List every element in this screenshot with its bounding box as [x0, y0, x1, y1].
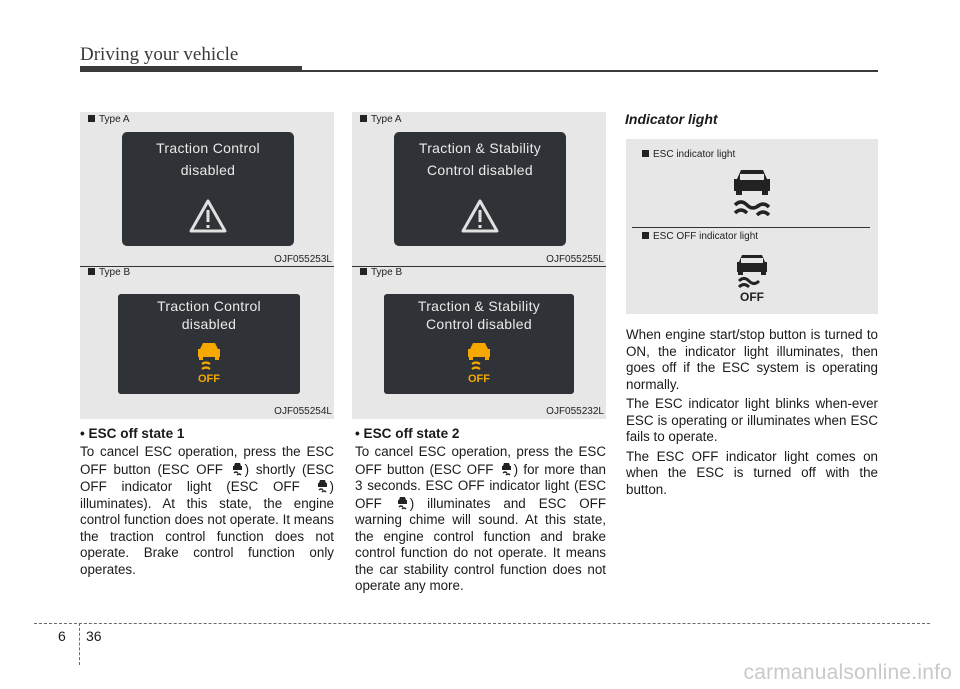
section-title-esc-off-state-1: • ESC off state 1 — [80, 426, 185, 441]
lcd-message-line1: Traction Control — [157, 298, 261, 314]
figure-code-label: OJF055254L — [274, 406, 332, 417]
indicator-paragraph-2: The ESC indicator light blinks when-ever ESC is operating or illuminates when ESC fails to operate. — [626, 396, 878, 444]
esc-off-indicator-icon — [732, 251, 772, 303]
page-number: 36 — [86, 628, 102, 644]
esc-off-small-icon — [232, 461, 243, 477]
esc-indicator-label: ESC indicator light — [642, 149, 735, 160]
svg-text:OFF: OFF — [468, 373, 490, 384]
type-b-label: Type B — [360, 267, 402, 278]
indicator-paragraph-3: The ESC OFF indicator light comes on when the ESC is turned off with the button. — [626, 448, 878, 497]
figure-code-label: OJF055255L — [546, 254, 604, 265]
lcd-message-line1: Traction & Stability — [418, 140, 542, 156]
figure-panel-traction-control — [80, 112, 334, 419]
figure-code-label: OJF055232L — [546, 406, 604, 417]
lcd-display-type-b — [118, 294, 300, 394]
figure-code-label: OJF055253L — [274, 254, 332, 265]
figure-panel-traction-stability — [352, 112, 606, 419]
type-b-label: Type B — [88, 267, 130, 278]
svg-text:OFF: OFF — [740, 290, 764, 303]
lcd-display-type-a — [394, 132, 566, 246]
lcd-message-line2: Control disabled — [426, 316, 532, 332]
section-title-esc-off-state-2: • ESC off state 2 — [355, 426, 460, 441]
header-rule-thick — [80, 66, 302, 72]
section-title-indicator-light: Indicator light — [625, 111, 718, 127]
esc-off-state-1-text: To cancel ESC operation, press the ESC OFF button (ESC OFF ) shortly (ESC OFF indicator light (ESC OFF ) illuminates). At this state, the engine control function does not operate. It means the traction control function does not operate. Brake control function only operates. — [80, 444, 334, 577]
lcd-message-line1: Traction Control — [156, 140, 260, 156]
type-a-label: Type A — [88, 114, 130, 125]
header-rule-thin — [302, 70, 878, 72]
warning-triangle-icon — [460, 198, 500, 234]
lcd-message-line2: disabled — [181, 316, 237, 332]
warning-triangle-icon — [188, 198, 228, 234]
esc-off-small-icon — [501, 461, 512, 477]
esc-off-icon — [194, 340, 224, 384]
esc-off-indicator-label: ESC OFF indicator light — [642, 231, 758, 242]
esc-off-small-icon — [397, 495, 408, 511]
esc-off-small-icon — [317, 478, 328, 494]
esc-off-icon — [464, 340, 494, 384]
indicator-divider — [632, 227, 870, 228]
figure-panel-indicator-lights — [626, 139, 878, 314]
indicator-light-text — [626, 327, 878, 501]
type-a-label: Type A — [360, 114, 402, 125]
chapter-number: 6 — [58, 628, 66, 644]
lcd-message-line2: disabled — [180, 162, 236, 178]
svg-text:OFF: OFF — [198, 373, 220, 384]
esc-indicator-icon — [729, 165, 775, 219]
esc-off-state-2-text: To cancel ESC operation, press the ESC OFF button (ESC OFF ) for more than 3 seconds. ESC OFF indicator light (ESC OFF ) illuminates and ESC OFF warning chime will sound. At this state, the engine control function and brake control function do not operate. It means the car stability control function does not operate any more. — [355, 444, 606, 593]
page-header-title: Driving your vehicle — [80, 44, 239, 65]
lcd-display-type-b — [384, 294, 574, 394]
footer-rule — [34, 623, 930, 624]
lcd-message-line1: Traction & Stability — [417, 298, 541, 314]
lcd-display-type-a — [122, 132, 294, 246]
footer-vertical-rule — [79, 623, 80, 665]
watermark-text: carmanualsonline.info — [743, 661, 952, 684]
indicator-paragraph-1: When engine start/stop button is turned to ON, the indicator light illuminates, then goes off if the ESC system is operating normally. — [626, 327, 878, 392]
lcd-message-line2: Control disabled — [427, 162, 533, 178]
